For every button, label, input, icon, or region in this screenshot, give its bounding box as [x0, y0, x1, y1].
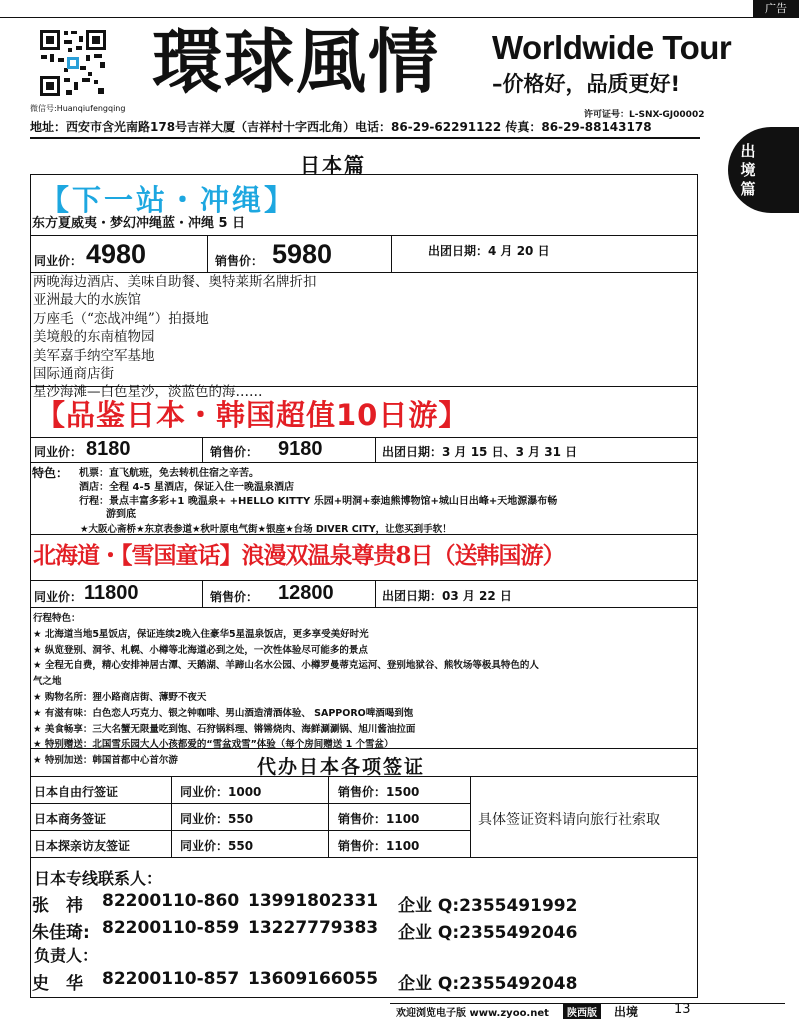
edition-badge: 陕西版 [563, 1004, 601, 1019]
side-tab-char: 境 [740, 161, 756, 179]
contact-qq: 企业 Q:2355491992 [398, 896, 578, 916]
contact-mobile: 13991802331 [248, 891, 379, 911]
tour1-title: 【下一站・冲绳】 [40, 183, 297, 217]
ad-label: 广告 [753, 0, 799, 17]
tour3-peer-price: 11800 [84, 582, 139, 604]
visa-peer: 同业价：550 [180, 839, 254, 853]
side-tab [728, 127, 799, 213]
tour3-title: 北海道・【雪国童话】浪漫双温泉尊贵8日（送韩国游） [33, 542, 565, 569]
brand-logo: 環球風情 [152, 20, 440, 103]
divider [30, 830, 470, 831]
visa-sale: 销售价：1100 [338, 812, 420, 826]
divider [30, 462, 698, 463]
feature-line: ★ 购物名所：狸小路商店街、薄野不夜天 [33, 691, 207, 703]
visa-sale: 销售价：1100 [338, 839, 420, 853]
tour3-departure: 出团日期：03 月 22 日 [382, 589, 512, 603]
visa-note: 具体签证资料请向旅行社索取 [478, 812, 660, 828]
visa-title: 代办日本各项签证 [257, 756, 426, 778]
feature-line: ★ 特别赠送：北国雪乐园大人小孩都爱的“雪盆戏雪”体验（每个房间赠送 1 个雪盆） [33, 739, 394, 751]
manager-heading: 负责人： [34, 946, 99, 965]
address-line: 地址：西安市含光南路178号吉祥大厦（吉祥村十字西北角）电话：86-29-62291122 传真：86-29-88143178 [30, 120, 652, 134]
slogan: –价格好，品质更好! [492, 72, 681, 96]
contact-name: 朱佳琦: [32, 923, 90, 943]
feature-line: ★ 特别加送：韩国首都中心首尔游 [33, 755, 178, 767]
contact-phone: 82200110-860 [102, 891, 240, 911]
visa-peer: 同业价：1000 [180, 785, 262, 799]
page-number: 13 [674, 1002, 691, 1017]
visa-name: 日本商务签证 [34, 812, 107, 826]
tour1-sale-price: 5980 [272, 239, 333, 269]
feature-line: ★ 北海道当地5星饭店，保证连续2晚入住豪华5星温泉饭店，更多享受美好时光 [33, 628, 369, 640]
divider [30, 607, 698, 608]
divider [207, 235, 208, 272]
feature-line: ★ 全程无自费，精心安排神居古潭、天鹅湖、羊蹄山名水公园、小樽罗曼蒂克运河、登别地狱谷、熊牧场等极具特色的人 [33, 660, 539, 672]
tour1-peer-label: 同业价： [34, 254, 83, 268]
license-number: 许可证号：L-SNX-GJ00002 [584, 110, 705, 120]
tour3-sale-label: 销售价： [210, 590, 259, 604]
feature-line: ★ 有滋有味：白色恋人巧克力、银之钟咖啡、男山酒造清酒体验、 SAPPORO啤酒喝到饱 [33, 707, 414, 719]
tour2-title: 【品鉴日本・韩国超值10日游】 [36, 398, 469, 432]
contact-qq: 企业 Q:2355492046 [398, 923, 578, 943]
divider [375, 580, 376, 607]
manager-phone: 82200110-857 [102, 969, 240, 989]
tour2-sale-label: 销售价： [210, 445, 259, 459]
feature-line: 行程特色： [33, 613, 81, 624]
divider [202, 580, 203, 607]
footer-section: 出境 [614, 1005, 639, 1019]
tour3-sale-price: 12800 [278, 582, 334, 604]
feature-line: ★ 纵览登别、洞爷、札幌、小樽等北海道必到之处，一次性体验尽可能多的景点 [33, 644, 368, 656]
visa-sale: 销售价：1500 [338, 785, 420, 799]
visa-peer: 同业价：550 [180, 812, 254, 826]
tour2-itinerary-cont: 游到底 [106, 509, 136, 520]
feature-line: 气之地 [33, 676, 62, 688]
footer-link[interactable]: 欢迎浏览电子版 www.zyoo.net [396, 1008, 549, 1019]
manager-qq: 企业 Q:2355492048 [398, 974, 578, 994]
contact-mobile: 13227779383 [248, 918, 379, 938]
tour1-subtitle: 东方夏威夷・梦幻冲绳蓝・冲绳 5 日 [32, 216, 246, 231]
tour2-peer-price: 8180 [86, 438, 131, 460]
tour2-sale-price: 9180 [278, 438, 323, 460]
visa-name: 日本探亲访友签证 [34, 839, 131, 853]
tour1-departure: 出团日期：4 月 20 日 [428, 244, 550, 258]
manager-name: 史 华 [32, 974, 83, 994]
header-rule [30, 137, 700, 139]
section-title: 日本篇 [300, 153, 366, 177]
divider [470, 776, 471, 857]
feature-line: 国际通商店街 [33, 366, 114, 383]
feature-line: 美军嘉手纳空军基地 [33, 347, 155, 364]
wechat-id: 微信号:Huanqiufengqing [30, 104, 126, 113]
feature-line: 亚洲最大的水族馆 [33, 292, 141, 309]
divider [30, 580, 698, 581]
feature-line: 万座毛（“恋战冲绳”）拍摄地 [33, 310, 209, 327]
contacts-heading: 日本专线联系人： [34, 869, 163, 888]
manager-mobile: 13609166055 [248, 969, 379, 989]
brand-english: Worldwide Tour [492, 29, 732, 66]
tour2-departure: 出团日期：3 月 15 日、3 月 31 日 [382, 445, 578, 459]
divider [30, 857, 698, 858]
divider [30, 803, 470, 804]
tour3-features [33, 611, 539, 769]
tour2-hotel: 酒店：全程 4-5 星酒店，保证入住一晚温泉酒店 [79, 482, 295, 493]
tour2-peer-label: 同业价： [34, 445, 83, 459]
qr-code-icon [38, 28, 108, 98]
tour1-features [33, 273, 317, 402]
tour2-feature-label: 特色： [32, 466, 69, 480]
tour3-peer-label: 同业价： [34, 590, 83, 604]
divider [171, 776, 172, 857]
side-tab-char: 篇 [740, 180, 756, 198]
feature-line: 两晚海边酒店、美味自助餐、奥特莱斯名牌折扣 [33, 274, 317, 290]
divider [202, 437, 203, 462]
divider [375, 437, 376, 462]
divider [30, 235, 698, 236]
feature-line: ★ 美食畅享：三大名蟹无限量吃到饱、石狩锅料理、锵锵烧肉、海鲜涮涮锅、旭川酱油拉面 [33, 723, 416, 735]
side-tab-char: 出 [740, 142, 756, 160]
tour2-flight: 机票：直飞航班，免去转机住宿之辛苦。 [79, 468, 259, 479]
tour1-sale-label: 销售价： [215, 254, 264, 268]
divider [391, 235, 392, 272]
tour1-peer-price: 4980 [86, 239, 147, 269]
tour2-itinerary: 行程：景点丰富多彩+1 晚温泉+ +HELLO KITTY 乐园+明洞+泰迪熊博物馆+城山日出峰+天地源瀑布畅 [79, 496, 558, 507]
top-rule [0, 17, 799, 18]
contact-name: 张 祎 [32, 896, 83, 916]
tour2-highlights: ★大阪心斋桥★东京表参道★秋叶原电气街★银座★台场 DIVER CITY，让您买到手软！ [80, 524, 452, 535]
contact-phone: 82200110-859 [102, 918, 240, 938]
visa-name: 日本自由行签证 [34, 785, 119, 799]
feature-line: 星沙海滩—白色星沙，淡蓝色的海…… [33, 384, 263, 401]
divider [328, 776, 329, 857]
side-tab-label [738, 142, 758, 199]
feature-line: 美境般的东南植物园 [33, 329, 155, 346]
